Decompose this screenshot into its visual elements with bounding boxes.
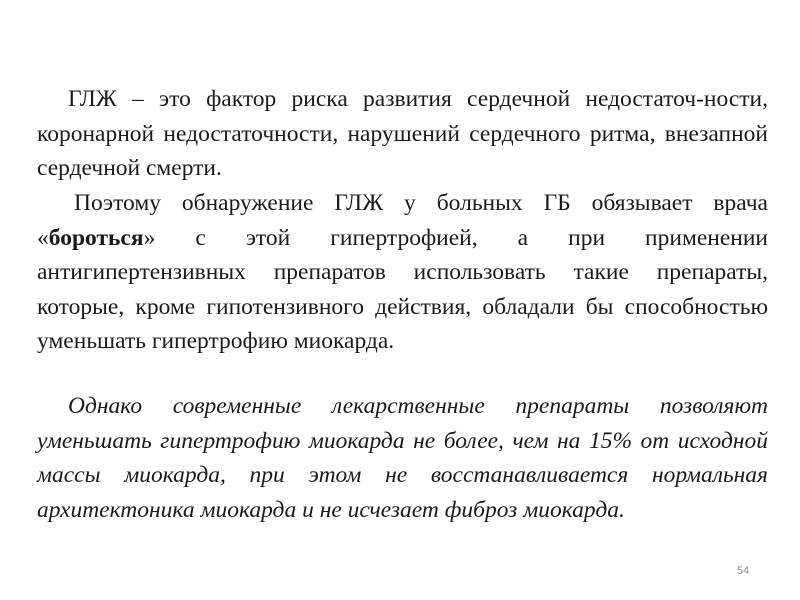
paragraph-treatment-approach xyxy=(37,186,768,359)
paragraph-drug-limitations-text: Однако современные лекарственные препараты позволяют уменьшать гипертрофию миокарда не более, чем на 15% от исходной массы миокарда, при этом не восстанавливается нормальная архитектоника миокарда и не исчезает фиброз миокарда. xyxy=(37,393,768,523)
page-number: 54 xyxy=(736,565,750,577)
paragraph-lvh-risk xyxy=(37,82,768,186)
paragraph-treatment-rest: » с этой гипертрофией, а при применении антигипертензивных препаратов использовать такие препараты, которые, кроме гипотензивного действия, обладали бы способностью уменьшать гипертрофию миокарда. xyxy=(37,224,768,354)
paragraph-treatment-intro: Поэтому обнаружение ГЛЖ у больных ГБ обязывает врача « xyxy=(37,190,768,251)
paragraph-treatment-emphasis: бороться xyxy=(48,224,144,251)
paragraph-drug-limitations xyxy=(37,389,768,527)
paragraph-lvh-risk-text: ГЛЖ – это фактор риска развития сердечной недостаточ-ности, коронарной недостаточности, нарушений сердечного ритма, внезапной сердечной смерти. xyxy=(37,86,768,181)
